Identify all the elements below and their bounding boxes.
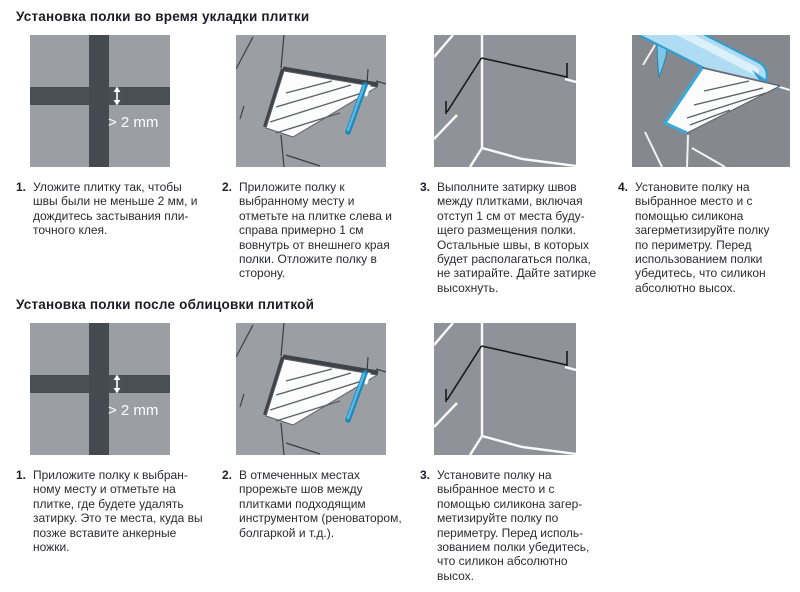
gap-size-label: > 2 mm: [108, 402, 159, 419]
step: [222, 323, 420, 583]
step: [618, 35, 784, 295]
step-description: Приложите полку к выбранному месту и отметьте на плитке, где будете удалять затирку. Это те места, куда вы позже вставите анкерные ножки.: [33, 468, 203, 555]
step-description: Установите полку на выбранное место и с помощью силикона загерметизируйте полку по периметру. Перед использованием полки убедитесь, что силикон абсолютно высох.: [635, 180, 770, 295]
step-number: 2.: [222, 468, 233, 482]
illustration-tile-gap: [30, 35, 206, 167]
step-description: В отмеченных местах прорежьте шов между плитками подходящим инструментом (реноватором, болгаркой и т.д.).: [239, 468, 402, 540]
step-number: 1.: [16, 180, 27, 194]
gap-size-label: > 2 mm: [108, 114, 159, 131]
section-during-tiling: [16, 9, 784, 295]
section-after-tiling: [16, 297, 784, 583]
step-number: 3.: [420, 468, 431, 482]
section-title: Установка полки после облицовки плиткой: [16, 297, 315, 312]
step-number: 4.: [618, 180, 629, 194]
illustration-tile-gap: [30, 323, 206, 455]
step: [16, 35, 222, 295]
step-description: Приложите полку к выбранному месту и отметьте на плитке слева и справа примерно 1 см вовнутрь от внешнего края полки. Отложите полку в сторону.: [239, 180, 392, 281]
step: [222, 35, 420, 295]
step: [16, 323, 222, 583]
steps-row: [16, 35, 784, 295]
illustration-silicone-sealing: [632, 35, 784, 167]
step: [420, 323, 618, 583]
step-number: 3.: [420, 180, 431, 194]
step-number: 1.: [16, 468, 27, 482]
illustration-shelf-marking: [236, 35, 404, 167]
illustration-shelf-marking: [236, 323, 404, 455]
step: [420, 35, 618, 295]
section-title: Установка полки во время укладки плитки: [16, 9, 310, 24]
illustration-grouted-seams: [434, 323, 602, 455]
steps-row: [16, 323, 784, 583]
step-number: 2.: [222, 180, 233, 194]
step-description: Уложите плитку так, чтобы швы были не меньше 2 мм, и дождитесь застывания плиточного клея.: [33, 180, 198, 238]
step-description: Установите полку на выбранное место и с помощью силикона загерметизируйте полку по периметру. Перед использованием полки убедитесь, что силикон абсолютно высох.: [437, 468, 590, 583]
illustration-grouted-seams: [434, 35, 602, 167]
empty-column: [618, 323, 784, 583]
step-description: Выполните затирку швов между плитками, включая отступ 1 см от места будущего размещения полки. Остальные швы, в которых будет располагаться полка, не затирайте. Дайте затирке высохнуть.: [437, 180, 597, 295]
